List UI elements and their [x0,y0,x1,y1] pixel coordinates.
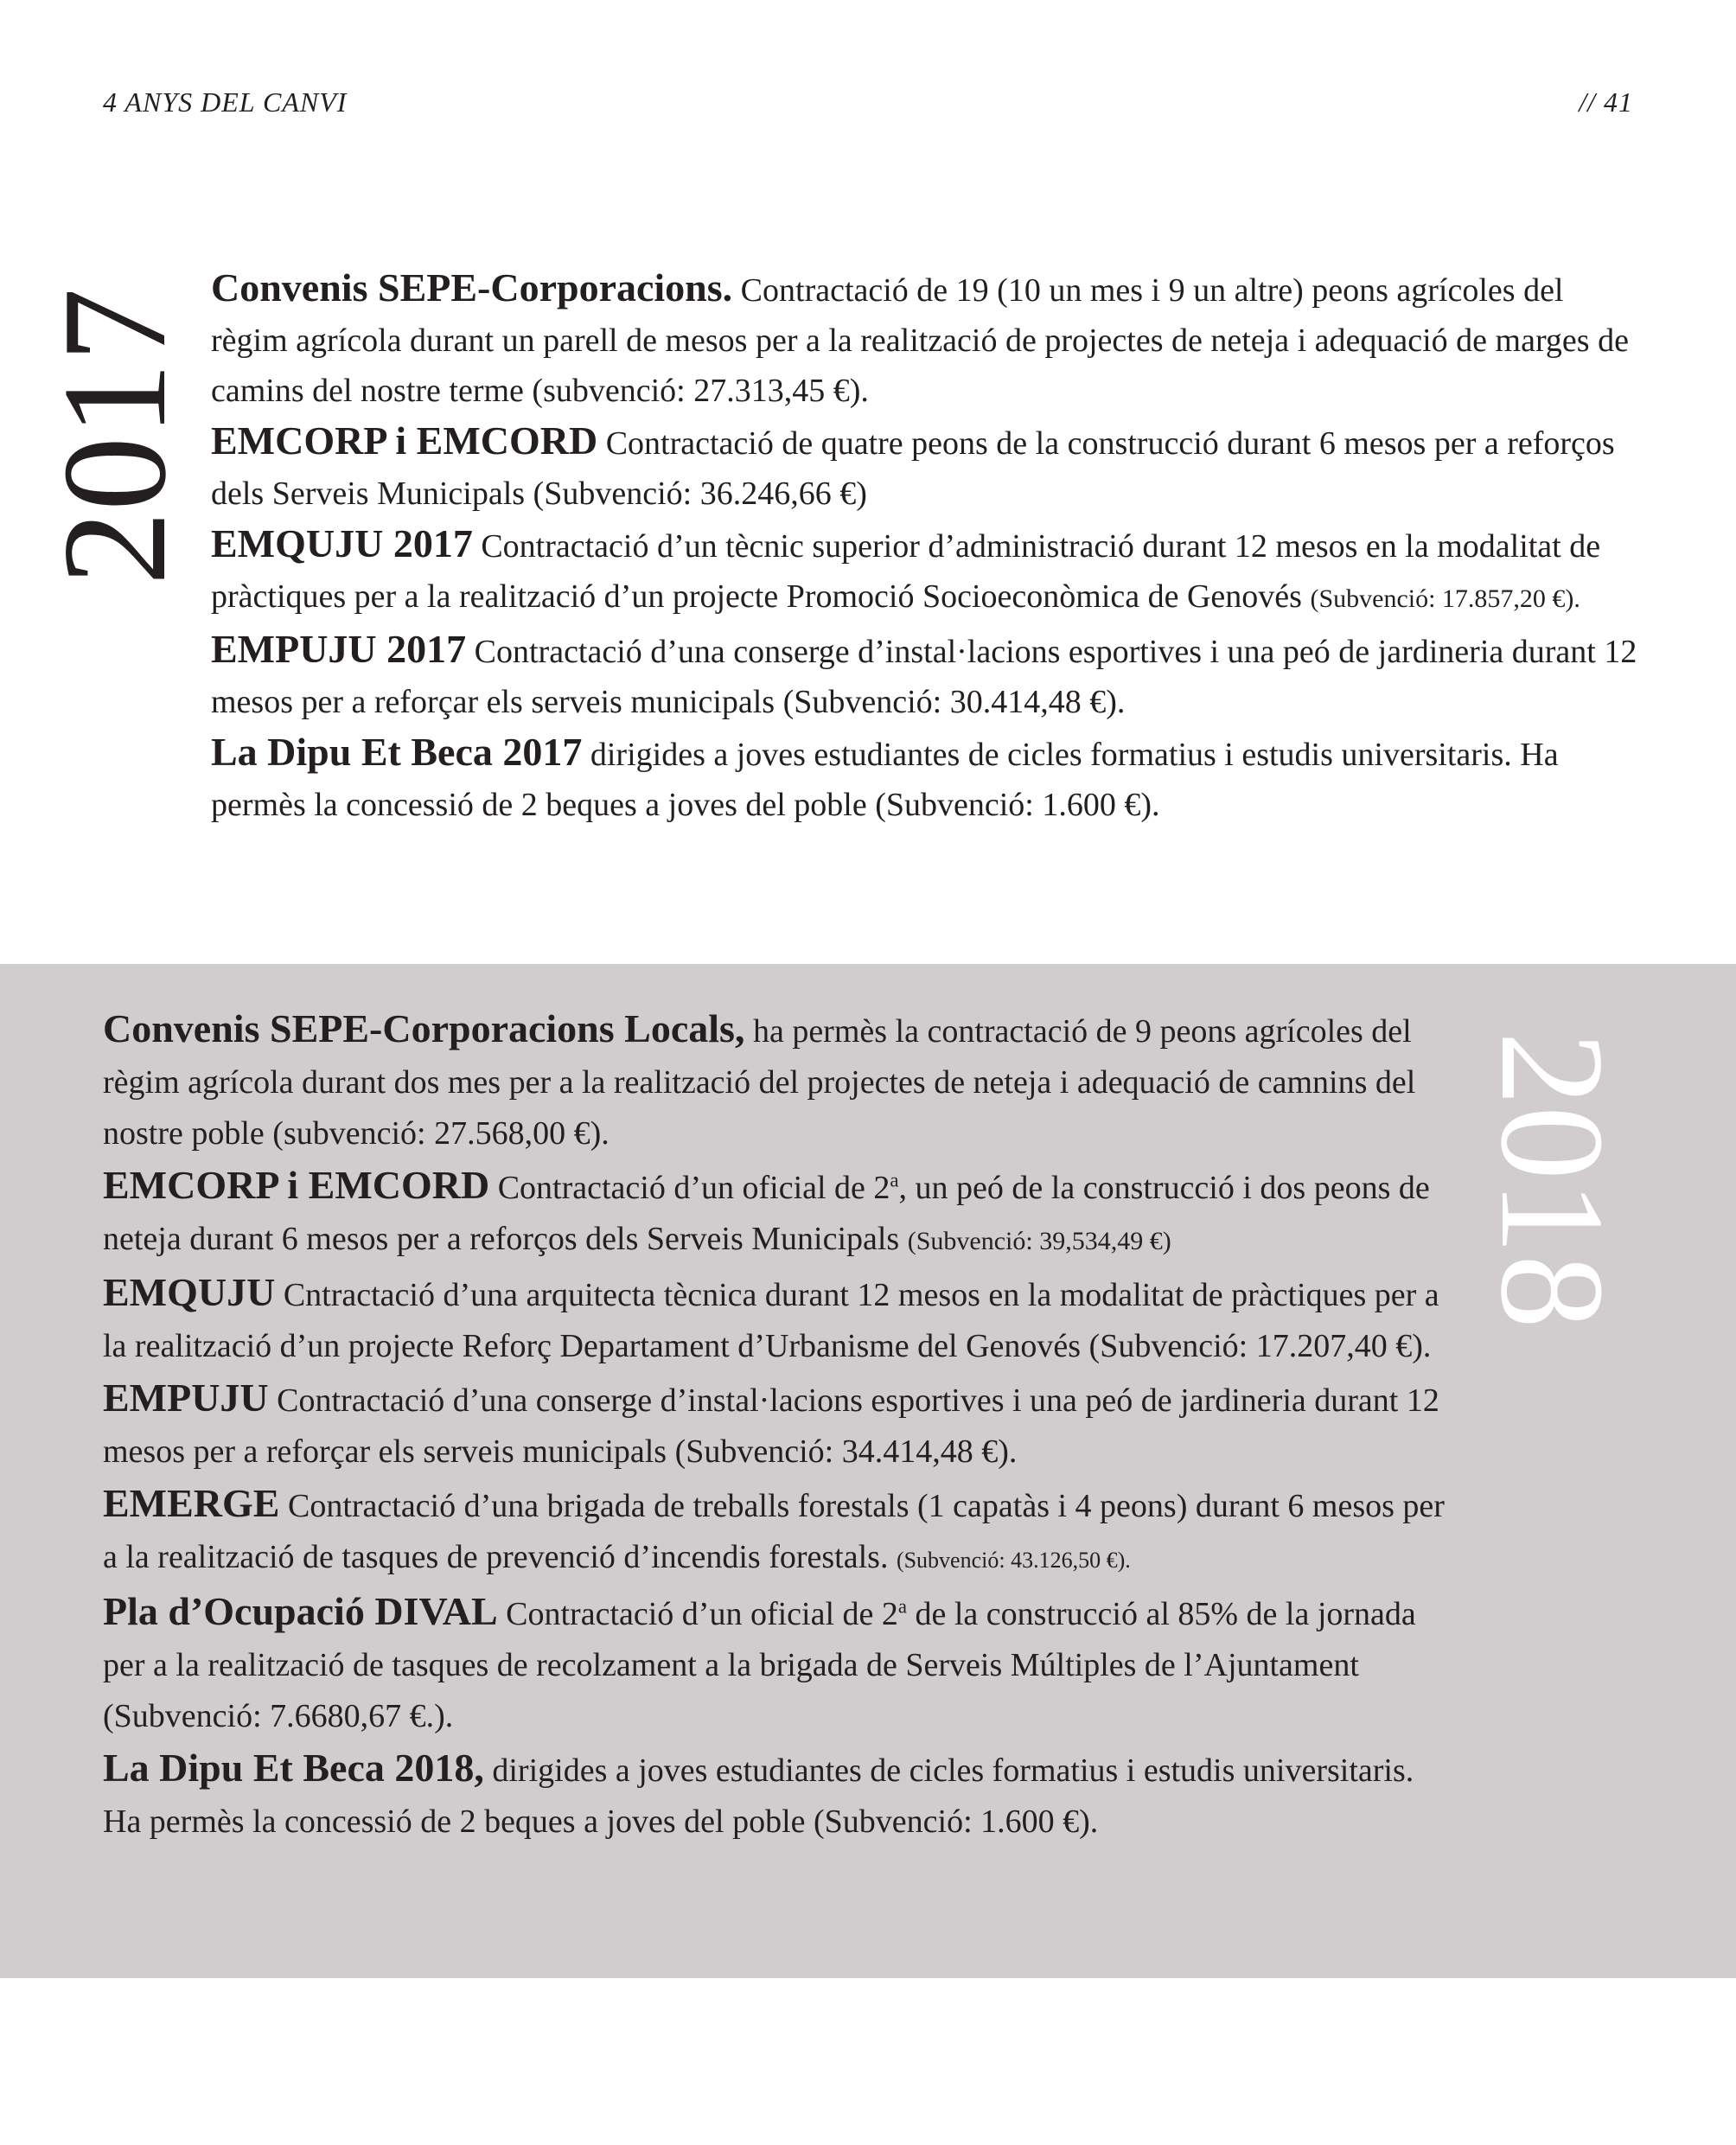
section-2018 [103,1003,1452,1848]
entry-text: Contractació d’un oficial de 2 [497,1596,898,1632]
entry-title: EMQUJU [103,1270,276,1314]
entry-title: EMQUJU 2017 [211,521,473,565]
entry-text: Contractació d’una brigada de treballs forestals (1 capatàs i 4 peons) durant 6 mesos per a la realització de tasques de prevenció d’incendis forestals. [103,1488,1445,1575]
entry-emcorp-2017 [211,416,1637,519]
entry-subsidy-note: (Subvenció: 39,534,49 €) [907,1227,1171,1255]
entry-emerge-2018 [103,1478,1452,1586]
page-number: // 41 [1579,86,1633,118]
entry-sepe-2017 [211,263,1637,416]
entry-title: EMCORP i EMCORD [211,418,598,463]
entry-subsidy-note: (Subvenció: 17.857,20 €). [1310,584,1580,613]
entry-title: Convenis SEPE-Corporacions. [211,265,733,310]
entry-text: Contractació de 19 (10 un mes i 9 un altre) peons agrícoles del règim agrícola durant un parell de mesos per a la realització de projectes de neteja i adequació de marges de camins del nostre terme (subvenció: 27.313,45 €). [211,272,1629,409]
entry-title: La Dipu Et Beca 2017 [211,730,583,774]
entry-emquju-2018 [103,1267,1452,1372]
entry-text: ha permès la contractació de 9 peons agrícoles del règim agrícola durant dos mes per a la realització del projectes de neteja i adequació de camnins del nostre poble (subvenció: 27.568,00 €). [103,1013,1416,1152]
running-head-left: 4 ANYS DEL CANVI [103,86,348,118]
year-2017-text: 2017 [33,288,197,585]
entry-text: Contractació d’un tècnic superior d’administració durant 12 mesos en la modalitat de pràctiques per a la realització d’un projecte Promoció Socioeconòmica de Genovés [211,528,1601,615]
entry-beca-2018 [103,1742,1452,1848]
entry-text: dirigides a joves estudiantes de cicles formatius i estudis universitaris. Ha permès la concessió de 2 beques a joves del poble (Subvenció: 1.600 €). [103,1752,1414,1840]
entry-sepe-2018 [103,1003,1452,1159]
entry-title: EMCORP i EMCORD [103,1163,490,1207]
entry-text: Contractació d’una conserge d’instal·lacions esportives i una peó de jardineria durant 12 mesos per a reforçar els serveis municipals (Subvenció: 30.414,48 €). [211,634,1637,720]
entry-text: Contractació d’un oficial de 2 [489,1170,890,1206]
entry-text: Contractació d’una conserge d’instal·lacions esportives i una peó de jardineria durant 12 mesos per a reforçar els serveis municipals (Subvenció: 34.414,48 €). [103,1382,1439,1470]
entry-emcorp-2018 [103,1159,1452,1267]
ordinal-superscript: a [890,1169,899,1191]
ordinal-superscript: a [897,1595,907,1618]
entry-title: EMPUJU 2017 [211,627,467,671]
entry-text: , un peó de la construcció i dos peons de neteja durant 6 mesos per a reforços dels Serveis Municipals [103,1170,1430,1257]
entry-title: La Dipu Et Beca 2018, [103,1746,484,1790]
section-2017 [211,263,1637,830]
entry-text: de la construcció al 85% de la jornada per a la realització de tasques de recolzament a la brigada de Serveis Múltiples de l’Ajuntament (Subvenció: 7.6680,67 €.). [103,1596,1416,1734]
entry-empuju-2017 [211,624,1637,727]
entry-text: dirigides a joves estudiantes de cicles formatius i estudis universitaris. Ha permès la concessió de 2 beques a joves del poble (Subvenció: 1.600 €). [211,737,1559,823]
entry-title: Pla d’Ocupació DIVAL [103,1589,498,1633]
entry-emquju-2017 [211,519,1637,624]
entry-text: Cntractació d’una arquitecta tècnica durant 12 mesos en la modalitat de pràctiques per a la realització d’un projecte Reforç Departament d’Urbanisme del Genovés (Subvenció: 17.207,40 €). [103,1277,1439,1364]
entry-title: EMPUJU [103,1376,269,1420]
entry-subsidy-note: (Subvenció: 43.126,50 €). [896,1548,1131,1573]
year-2018-text: 2018 [1470,1031,1634,1329]
year-label-2018 [1470,1007,1634,1353]
year-label-2017 [33,259,197,614]
entry-empuju-2018 [103,1372,1452,1478]
entry-title: EMERGE [103,1481,280,1525]
entry-dival-2018 [103,1586,1452,1742]
entry-title: Convenis SEPE-Corporacions Locals, [103,1006,745,1050]
entry-beca-2017 [211,727,1637,830]
entry-text: Contractació de quatre peons de la construcció durant 6 mesos per a reforços dels Serveis Municipals (Subvenció: 36.246,66 €) [211,425,1615,512]
